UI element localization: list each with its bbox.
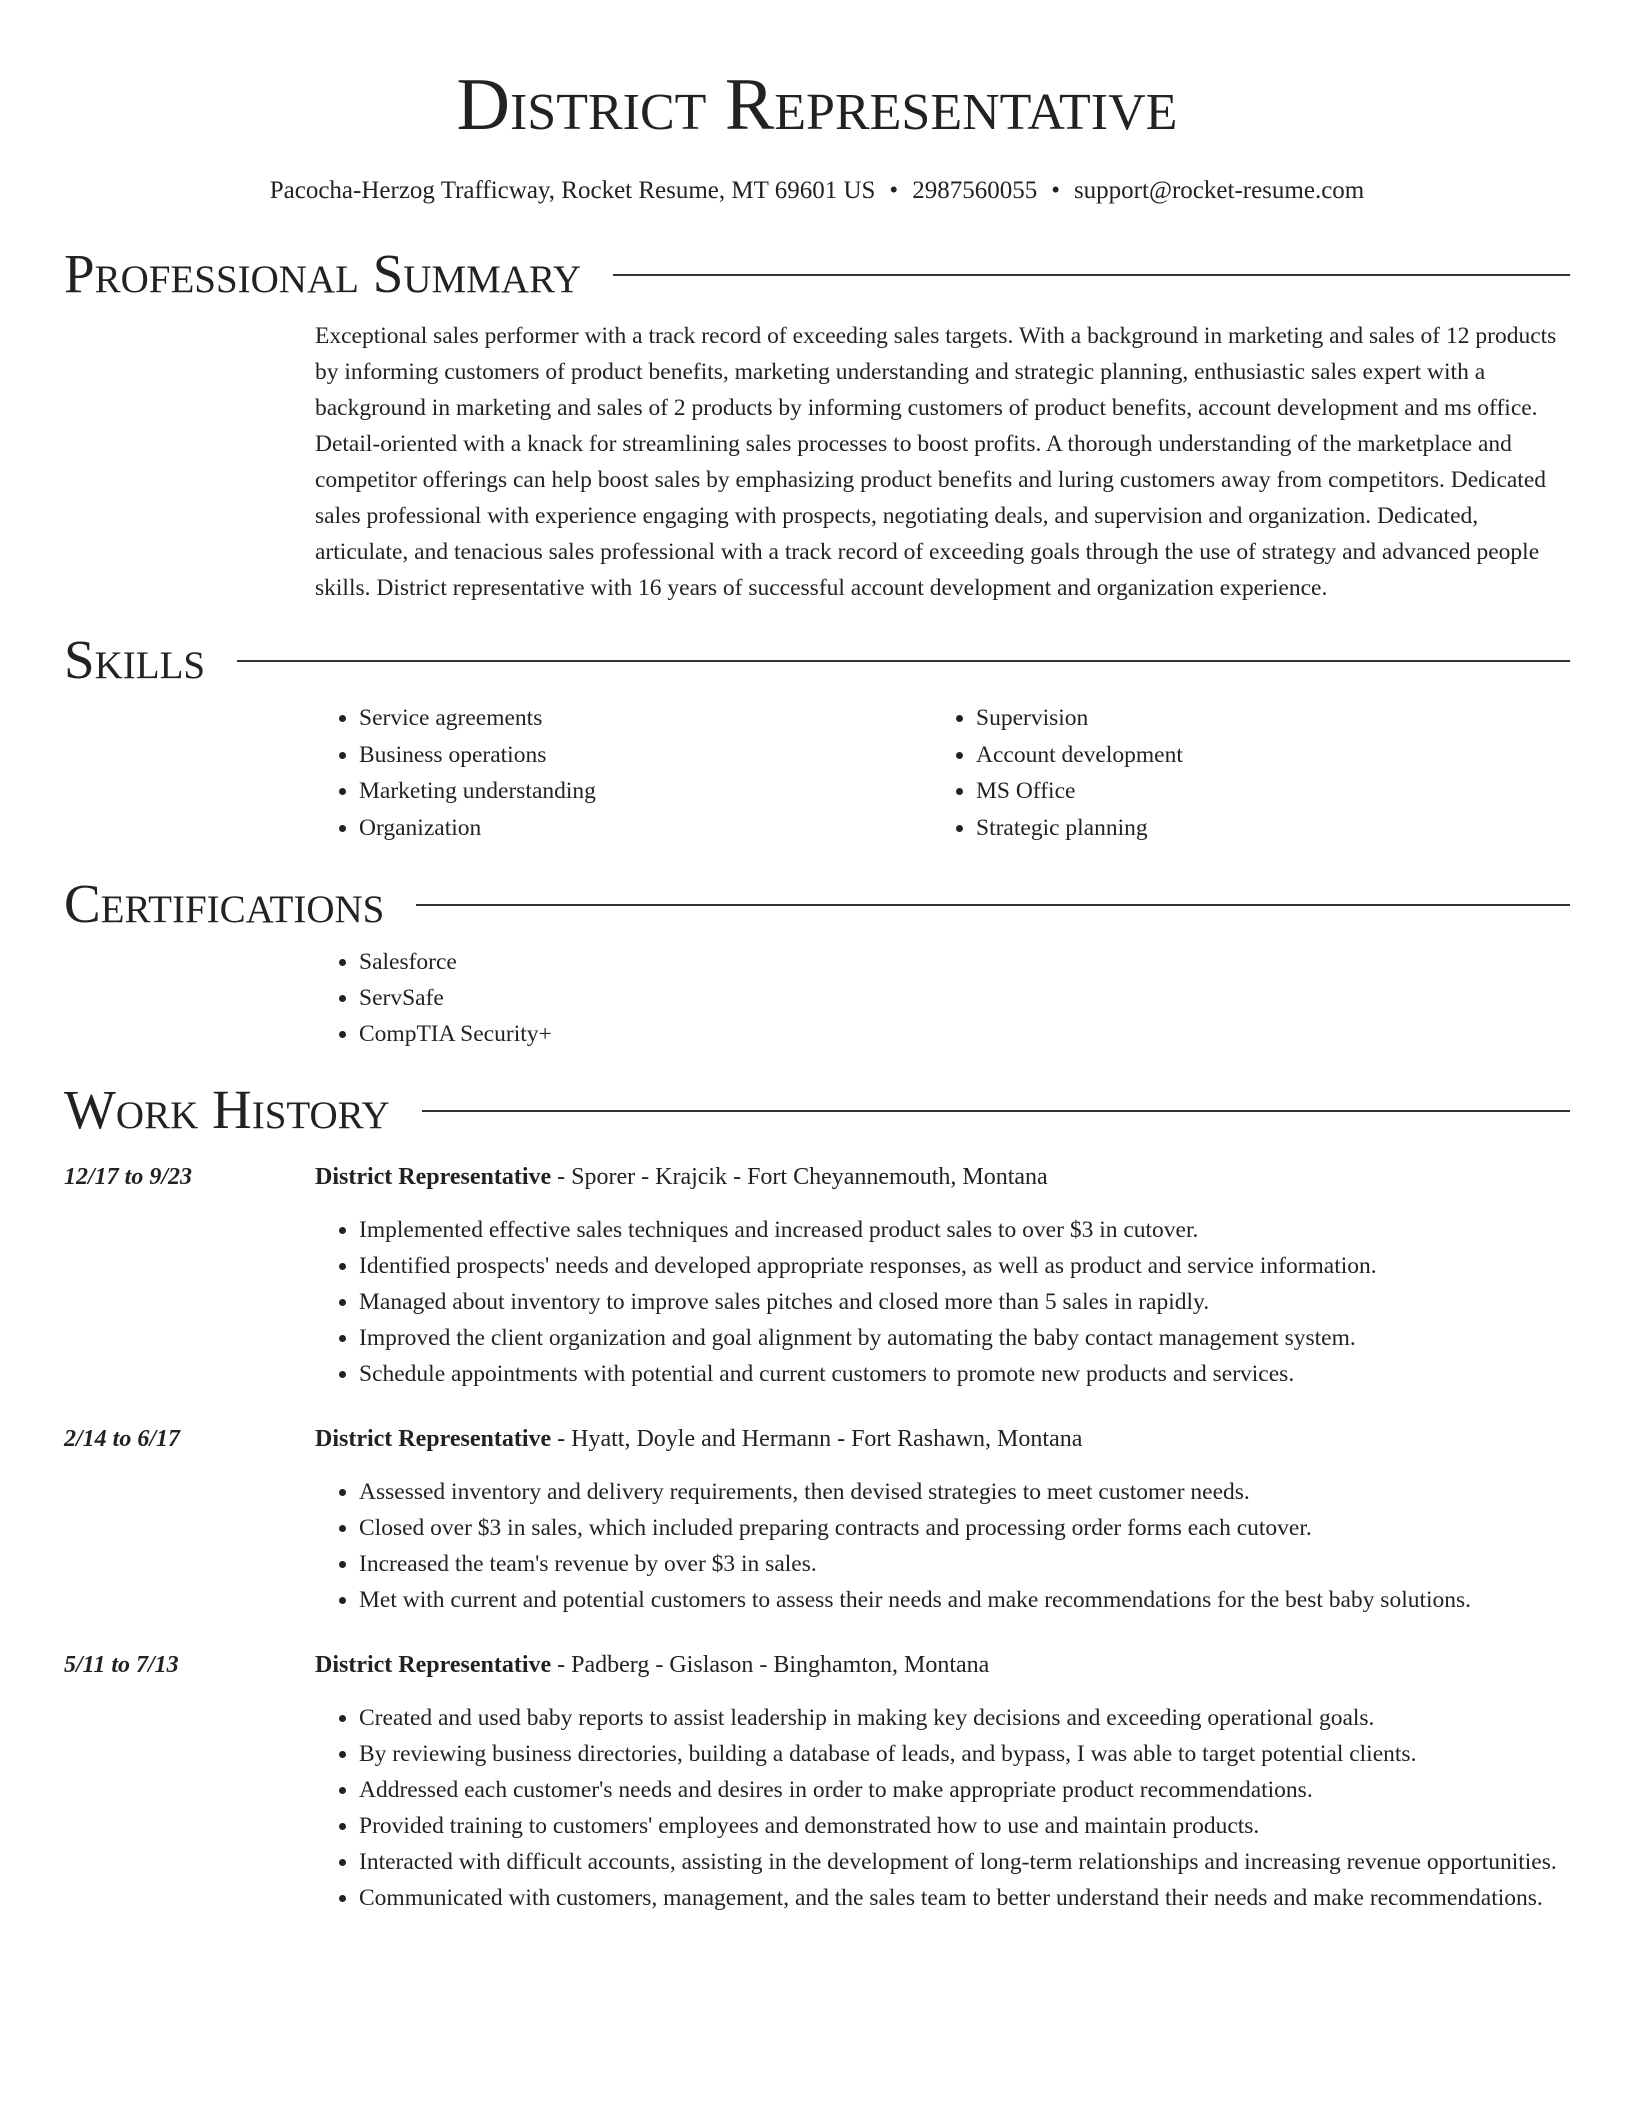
job-entry [64, 1648, 1570, 1916]
work-history-heading [64, 1078, 1570, 1142]
job-company: - Sporer - Krajcik - Fort Cheyannemouth, Montana [551, 1164, 1048, 1190]
job-company: - Hyatt, Doyle and Hermann - Fort Rashawn, Montana [551, 1426, 1083, 1452]
job-bullet: • Provided training to customers' employees and demonstrated how to use and maintain products. [359, 1808, 1570, 1844]
job-company: - Padberg - Gislason - Binghamton, Montana [551, 1652, 990, 1678]
summary-text: Exceptional sales performer with a track record of exceeding sales targets. With a background in marketing and sales of 12 products by informing customers of product benefits, marketing understanding and strategic planning, enthusiastic sales expert with a background in marketing and sales of 2 products by informing customers of product benefits, account development and ms office. Detail-oriented with a knack for streamlining sales processes to boost profits. A thorough understanding of the marketplace and competitor offerings can help boost sales by emphasizing product benefits and luring customers away from competitors. Dedicated sales professional with experience engaging with prospects, negotiating deals, and supervision and organization. Dedicated, articulate, and tenacious sales professional with a track record of exceeding goals through the use of strategy and advanced people skills. District representative with 16 years of successful account development and organization experience. [315, 323, 1557, 601]
job-bullet: • Interacted with difficult accounts, assisting in the development of long-term relationships and increasing revenue opportunities. [359, 1844, 1570, 1880]
skill-item: • Account development [976, 737, 1549, 774]
heading-divider [613, 274, 1570, 276]
job-bullet: • Increased the team's revenue by over $3 in sales. [359, 1546, 1570, 1582]
job-header [64, 1160, 1570, 1194]
heading-divider [416, 904, 1570, 906]
contact-phone: 2987560055 [912, 177, 1038, 204]
job-bullet: • Created and used baby reports to assist leadership in making key decisions and exceeding operational goals. [359, 1700, 1570, 1736]
certifications-heading-text: Certifications [64, 873, 385, 934]
job-bullet: • By reviewing business directories, building a database of leads, and bypass, I was able to target potential clients. [359, 1736, 1570, 1772]
job-heading-line [315, 1648, 989, 1682]
contact-line [64, 174, 1570, 208]
skill-item: • Business operations [359, 737, 932, 774]
job-bullet: • Improved the client organization and goal alignment by automating the baby contact management system. [359, 1320, 1570, 1356]
summary-heading [64, 242, 1570, 306]
work-history-heading-text: Work History [64, 1079, 390, 1140]
summary-section [64, 242, 1570, 606]
skills-list-left [315, 700, 932, 846]
job-bullet: • Implemented effective sales techniques and increased product sales to over $3 in cutover. [359, 1212, 1570, 1248]
job-bullets [315, 1700, 1570, 1916]
skills-heading [64, 628, 1570, 692]
certifications-list [315, 944, 1570, 1052]
job-title: District Representative [315, 1426, 552, 1452]
certification-item: • CompTIA Security+ [359, 1016, 1570, 1052]
job-dates: 12/17 to 9/23 [64, 1164, 193, 1190]
job-bullet: • Communicated with customers, management, and the sales team to better understand their needs and make recommendations. [359, 1880, 1570, 1916]
job-title: District Representative [315, 1164, 552, 1190]
job-bullet: • Identified prospects' needs and developed appropriate responses, as well as product and service information. [359, 1248, 1570, 1284]
heading-divider [422, 1110, 1570, 1112]
skills-list-right [932, 700, 1549, 846]
candidate-name: District Representative [456, 64, 1178, 146]
skills-section [64, 628, 1570, 846]
heading-divider [237, 660, 1570, 662]
skill-item: • MS Office [976, 773, 1549, 810]
skill-item: • Service agreements [359, 700, 932, 737]
contact-email: support@rocket-resume.com [1073, 177, 1365, 204]
job-bullet: • Assessed inventory and delivery requirements, then devised strategies to meet customer needs. [359, 1474, 1570, 1510]
contact-separator: • [889, 177, 899, 204]
certifications-heading [64, 872, 1570, 936]
job-bullets [315, 1212, 1570, 1392]
job-heading-line [315, 1422, 1082, 1456]
job-dates: 5/11 to 7/13 [64, 1652, 179, 1678]
contact-address: Pacocha-Herzog Trafficway, Rocket Resume, MT 69601 US [269, 177, 876, 204]
skill-item: • Organization [359, 810, 932, 847]
resume-page [64, 0, 1570, 1916]
job-bullet: • Schedule appointments with potential and current customers to promote new products and services. [359, 1356, 1570, 1392]
job-heading-line [315, 1160, 1048, 1194]
job-bullet: • Addressed each customer's needs and desires in order to make appropriate product recommendations. [359, 1772, 1570, 1808]
job-bullet: • Closed over $3 in sales, which included preparing contracts and processing order forms each cutover. [359, 1510, 1570, 1546]
job-title: District Representative [315, 1652, 552, 1678]
certification-item: • ServSafe [359, 980, 1570, 1016]
skill-item: • Supervision [976, 700, 1549, 737]
job-bullet: • Met with current and potential customers to assess their needs and make recommendations for the best baby solutions. [359, 1582, 1570, 1618]
skills-heading-text: Skills [64, 629, 206, 690]
job-dates: 2/14 to 6/17 [64, 1426, 181, 1452]
work-history-section [64, 1078, 1570, 1916]
skills-grid [315, 700, 1570, 846]
job-entry [64, 1160, 1570, 1392]
certifications-section [64, 872, 1570, 1052]
job-bullet: • Managed about inventory to improve sales pitches and closed more than 5 sales in rapidly. [359, 1284, 1570, 1320]
summary-heading-text: Professional Summary [64, 243, 582, 304]
job-header [64, 1422, 1570, 1456]
certification-item: • Salesforce [359, 944, 1570, 980]
job-entry [64, 1422, 1570, 1618]
skill-item: • Strategic planning [976, 810, 1549, 847]
job-header [64, 1648, 1570, 1682]
resume-header [64, 0, 1570, 208]
job-bullets [315, 1474, 1570, 1618]
skill-item: • Marketing understanding [359, 773, 932, 810]
contact-separator: • [1051, 177, 1060, 204]
